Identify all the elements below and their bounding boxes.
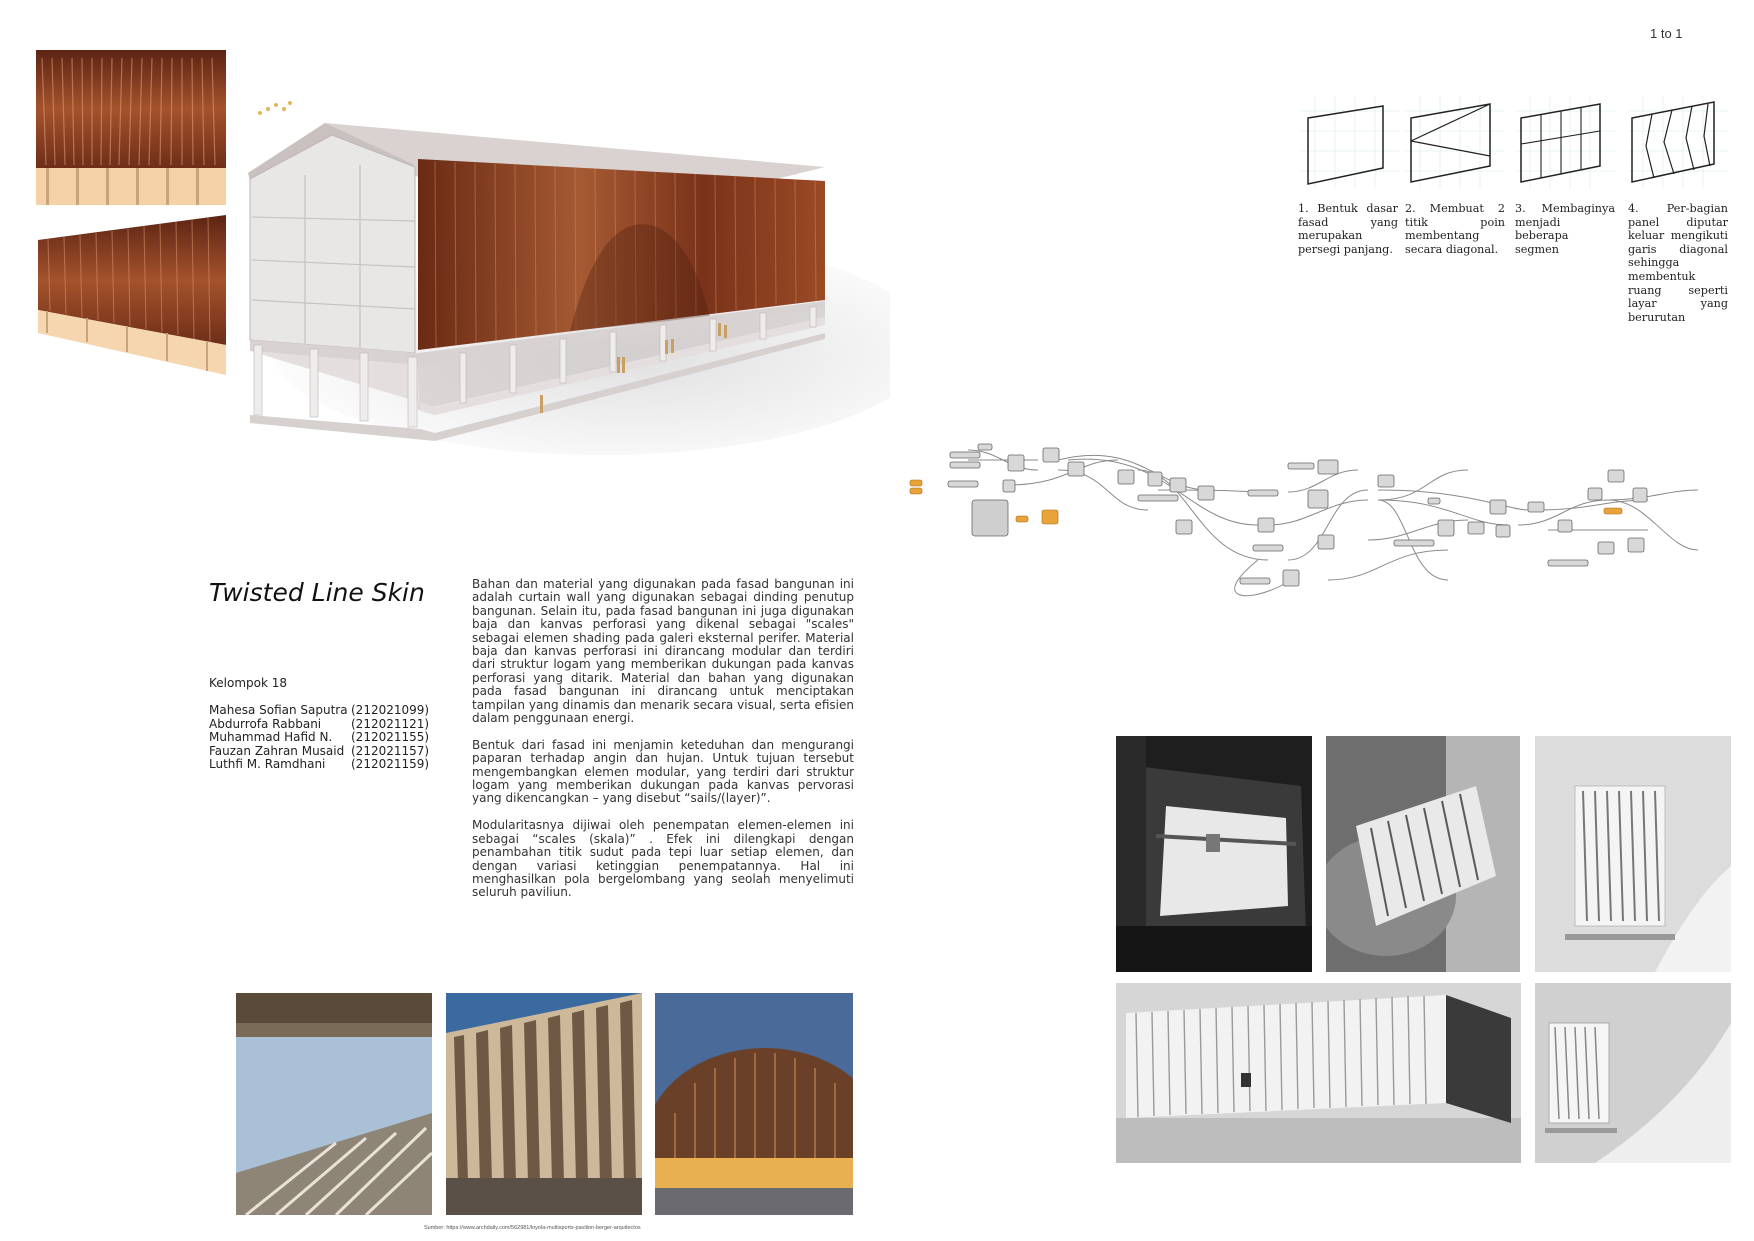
member-id: (212021121) bbox=[351, 716, 430, 731]
member-list bbox=[209, 704, 429, 772]
project-title: Twisted Line Skin bbox=[209, 578, 425, 607]
facade-model-side-photo bbox=[1535, 983, 1731, 1163]
step2-diagram bbox=[1405, 96, 1505, 188]
member-name: Muhammad Hafid N. bbox=[209, 730, 333, 744]
member-name: Mahesa Sofian Saputra bbox=[209, 703, 348, 717]
step3-caption: 3. Membaginya menjadi beberapa segmen bbox=[1515, 202, 1615, 256]
member-name: Luthfi M. Ramdhani bbox=[209, 757, 326, 771]
facade-model-hand-photo bbox=[1326, 736, 1520, 972]
reference-photo-pavilion-night bbox=[655, 993, 853, 1215]
member-name: Fauzan Zahran Musaid bbox=[209, 743, 345, 758]
step4-caption: 4. Per-bagian panel diputar keluar mengikuti garis diagonal sehingga membentuk ruang seperti layar yang berurutan bbox=[1628, 202, 1728, 324]
member-row bbox=[209, 731, 429, 745]
step1-diagram bbox=[1300, 96, 1400, 188]
member-id: (212021157) bbox=[351, 743, 430, 758]
step1-caption: 1. Bentuk dasar fasad yang merupakan persegi panjang. bbox=[1298, 202, 1398, 256]
member-row bbox=[209, 704, 429, 718]
building-hero-render bbox=[240, 95, 890, 455]
member-id: (212021099) bbox=[351, 703, 430, 717]
member-row bbox=[209, 745, 429, 759]
step4-diagram bbox=[1628, 96, 1728, 188]
description-text bbox=[472, 578, 854, 913]
member-name: Abdurrofa Rabbani bbox=[209, 716, 322, 731]
grasshopper-definition-graph bbox=[908, 430, 1728, 600]
source-citation: Sumber: https://www.archdaily.com/562981/loyola-multisports-pavilion-berger-arquitectos bbox=[424, 1225, 641, 1231]
laser-cutter-photo bbox=[1116, 736, 1312, 972]
step3-diagram bbox=[1515, 96, 1615, 188]
reference-photo-facade bbox=[446, 993, 642, 1215]
member-id: (212021159) bbox=[351, 757, 430, 771]
facade-render-perspective bbox=[36, 215, 226, 375]
paragraph-form: Bentuk dari fasad ini menjamin keteduhan dan mengurangi paparan terhadap angin dan hujan. Untuk tujuan tersebut mengembangkan elemen modular, yang terdiri dari struktur logam yang memberikan dukungan pada kanvas pervorasi yang dikencangkan – yang disebut “sails/(layer)”. bbox=[472, 737, 854, 806]
page-number: 1 to 1 bbox=[1650, 26, 1683, 41]
reference-photo-underside bbox=[236, 993, 432, 1215]
paragraph-materials: Bahan dan material yang digunakan pada fasad bangunan ini adalah curtain wall yang digunakan sebagai dinding penutup bangunan. Selain itu, pada fasad bangunan ini juga digunakan baja dan kanvas perforasi yang dikenal sebagai "scales" sebagai elemen shading pada galeri eksternal perifer. Material baja dan kanvas perforasi ini dirancang modular dan terdiri dari struktur logam yang memberikan dukungan pada kanvas perforasi yang ditarik. Material dan bahan yang digunakan pada fasad bangunan ini dirancang untuk menciptakan tampilan yang dinamis dan menarik secara visual, serta efisien dalam penggunaan energi. bbox=[472, 577, 854, 726]
step2-caption: 2. Membuat 2 titik poin membentang secara diagonal. bbox=[1405, 202, 1505, 256]
facade-render-closeup bbox=[36, 50, 226, 205]
group-label: Kelompok 18 bbox=[209, 676, 288, 690]
member-row bbox=[209, 718, 429, 732]
member-row bbox=[209, 758, 429, 772]
facade-model-standing-photo bbox=[1535, 736, 1731, 972]
member-id: (212021155) bbox=[351, 730, 430, 744]
paragraph-modularity: Modularitasnya dijiwai oleh penempatan elemen-elemen ini sebagai “scales (skala)” . Efek ini dilengkapi dengan penambahan titik sudut pada tepi luar setiap elemen, dan dengan variasi ketinggian penempatannya. Hal ini menghasilkan pola bergelombang yang seolah menyelimuti seluruh paviliun. bbox=[472, 818, 854, 900]
building-model-photo bbox=[1116, 983, 1521, 1163]
